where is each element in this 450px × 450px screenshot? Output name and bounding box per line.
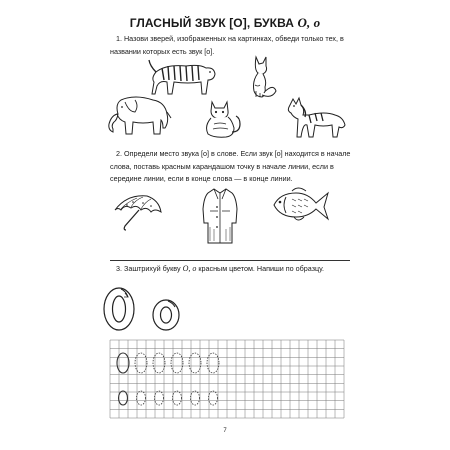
task-1-text: 1. Назови зверей, изображенных на картинках, обведи только тех, в названии которых есть звук [о]. (110, 34, 344, 56)
cat-picture (200, 98, 244, 140)
page-number: 7 (223, 428, 227, 434)
answer-line (110, 260, 350, 261)
task-3-text: 3. Заштрихуй букву О, о красным цветом. Напиши по образцу. (116, 264, 324, 273)
title-letters: О, о (297, 15, 321, 30)
fox-picture (246, 55, 278, 101)
umbrella-picture (113, 192, 163, 232)
elephant-picture (105, 92, 173, 138)
outline-letters (100, 285, 190, 333)
wolf-picture (285, 93, 347, 139)
writing-grid (110, 340, 344, 418)
title-text: ГЛАСНЫЙ ЗВУК [О], БУКВА (129, 16, 298, 30)
task-2-text: 2. Определи место звука [о] в слове. Если звук [о] находится в начале слова, поставь красным карандашом точку в начале линии, если в середине линии, если в конце слова — в конце линии. (110, 149, 351, 183)
fish-picture (270, 185, 330, 225)
coat-picture (200, 187, 240, 247)
page-title (0, 15, 450, 31)
